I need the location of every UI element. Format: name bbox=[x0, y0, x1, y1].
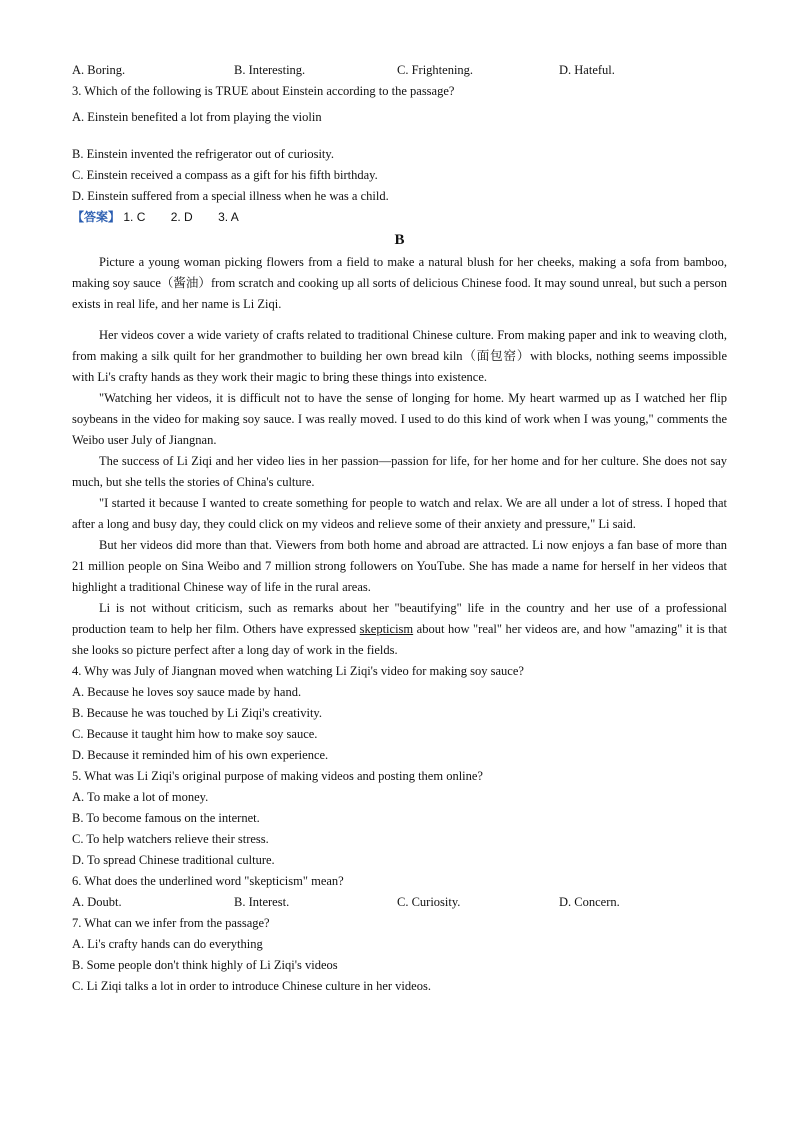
section-title: B bbox=[394, 232, 405, 248]
q4-option-a: A. Because he loves soy sauce made by hand. bbox=[72, 685, 302, 699]
answer-1: 1. C bbox=[123, 210, 146, 224]
q7-option-b: B. Some people don't think highly of Li Ziqi's videos bbox=[72, 958, 338, 972]
q6-option-b: B. Interest. bbox=[234, 895, 290, 909]
q2-option-d: D. Hateful. bbox=[559, 63, 615, 77]
paragraph-7-text-after: about how "real" her videos are, and how "amazing" it is that she looks so picture perfect after a long day of work in the fields. bbox=[72, 622, 727, 657]
passage-paragraph-1: Picture a young woman picking flowers from a field to make a natural blush for her cheeks, making a sofa from bamboo, making soy sauce（酱油）from scratch and cooking up all sorts of delicious Chinese food. It may sound unreal, but such a person exists in real life, and her name is Li Ziqi. bbox=[72, 255, 727, 311]
q6-option-c: C. Curiosity. bbox=[397, 895, 461, 909]
q4-question: 4. Why was July of Jiangnan moved when watching Li Ziqi's video for making soy sauce? bbox=[72, 664, 524, 678]
answer-2: 2. D bbox=[170, 210, 193, 224]
q4-option-d: D. Because it reminded him of his own experience. bbox=[72, 748, 329, 762]
q6-option-a: A. Doubt. bbox=[72, 895, 122, 909]
exam-page bbox=[72, 60, 727, 997]
q6-options bbox=[72, 892, 727, 913]
q7-option-c: C. Li Ziqi talks a lot in order to introduce Chinese culture in her videos. bbox=[72, 979, 431, 993]
passage-paragraph-5: "I started it because I wanted to create something for people to watch and relax. We are all under a lot of stress. I hoped that after a long and busy day, they could click on my videos and relieve some of their anxiety and pressure," Li said. bbox=[72, 496, 727, 531]
q3-option-d: D. Einstein suffered from a special illness when he was a child. bbox=[72, 189, 389, 203]
passage-paragraph-3: "Watching her videos, it is difficult not to have the sense of longing for home. My heart warmed up as I watched her flip soybeans in the video for making soy sauce. I was really moved. I used to do this kind of work when I was young," comments the Weibo user July of Jiangnan. bbox=[72, 391, 727, 447]
q6-question: 6. What does the underlined word "skepticism" mean? bbox=[72, 874, 344, 888]
q3-question: 3. Which of the following is TRUE about Einstein according to the passage? bbox=[72, 84, 455, 98]
q7-option-a: A. Li's crafty hands can do everything bbox=[72, 937, 263, 951]
q6-option-d: D. Concern. bbox=[559, 895, 620, 909]
q4-option-c: C. Because it taught him how to make soy sauce. bbox=[72, 727, 318, 741]
q5-option-b: B. To become famous on the internet. bbox=[72, 811, 260, 825]
q2-option-b: B. Interesting. bbox=[234, 63, 306, 77]
underlined-word: skepticism bbox=[359, 622, 414, 636]
q5-option-c: C. To help watchers relieve their stress. bbox=[72, 832, 269, 846]
passage-paragraph-6: But her videos did more than that. Viewers from both home and abroad are attracted. Li now enjoys a fan base of more than 21 million people on Sina Weibo and 7 million strong followers on YouTube. She has made a name for herself in her videos that highlight a traditional Chinese way of life in the rural areas. bbox=[72, 538, 727, 594]
q7-question: 7. What can we infer from the passage? bbox=[72, 916, 270, 930]
passage-paragraph-2: Her videos cover a wide variety of crafts related to traditional Chinese culture. From making paper and ink to weaving cloth, from making a silk quilt for her grandmother to building her own bread kiln（面包窑）with blocks, nothing seems impossible with Li's crafty hands as they work their magic to bring these things into existence. bbox=[72, 328, 727, 384]
q3-option-a: A. Einstein benefited a lot from playing the violin bbox=[72, 110, 322, 124]
q5-option-a: A. To make a lot of money. bbox=[72, 790, 209, 804]
paragraph-7-text-before: Li is not without criticism, such as remarks about her "beautifying" life in the country and her use of a professional production team to help her film. Others have expressed bbox=[72, 601, 727, 636]
q4-option-b: B. Because he was touched by Li Ziqi's creativity. bbox=[72, 706, 322, 720]
answer-tag: 【答案】 bbox=[72, 210, 121, 224]
q2-option-c: C. Frightening. bbox=[397, 63, 474, 77]
q5-question: 5. What was Li Ziqi's original purpose of making videos and posting them online? bbox=[72, 769, 483, 783]
answer-3: 3. A bbox=[218, 210, 239, 224]
passage-paragraph-7 bbox=[72, 598, 727, 661]
q2-options bbox=[72, 60, 727, 81]
q3-option-b: B. Einstein invented the refrigerator out of curiosity. bbox=[72, 147, 334, 161]
passage-paragraph-4: The success of Li Ziqi and her video lies in her passion—passion for life, for her home and for her culture. She does not say much, but she tells the stories of China's culture. bbox=[72, 454, 727, 489]
q3-option-c: C. Einstein received a compass as a gift for his fifth birthday. bbox=[72, 168, 378, 182]
answer-key bbox=[72, 207, 727, 228]
q5-option-d: D. To spread Chinese traditional culture. bbox=[72, 853, 275, 867]
q2-option-a: A. Boring. bbox=[72, 63, 126, 77]
